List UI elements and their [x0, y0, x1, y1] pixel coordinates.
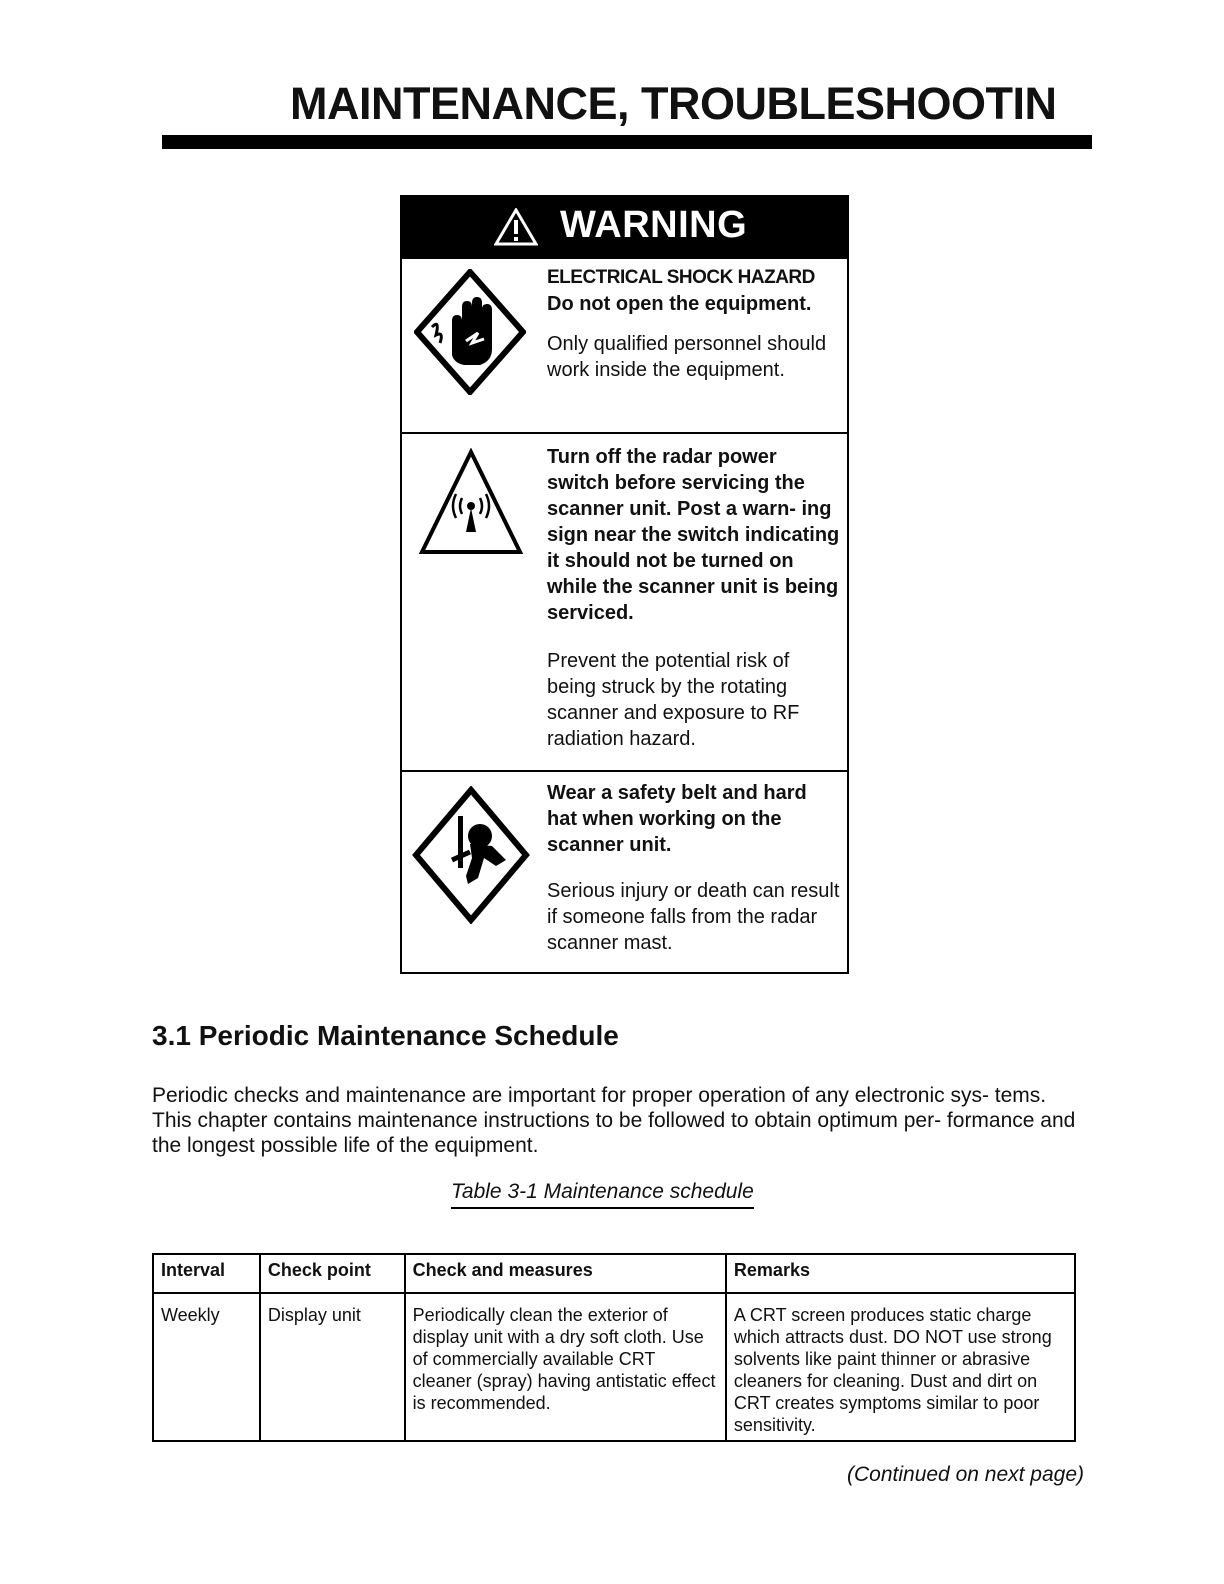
chapter-title: MAINTENANCE, TROUBLESHOOTIN [290, 78, 1057, 129]
radiation-warning-icon [418, 448, 524, 556]
hazard-3-text: Serious injury or death can result if someone falls from the radar scanner mast. [547, 880, 840, 954]
electric-shock-hand-icon [414, 269, 526, 395]
cell-check-point: Display unit [260, 1293, 405, 1441]
header-check-point: Check point [260, 1254, 405, 1293]
hazard-1-text: Only qualified personnel should work inside the equipment. [547, 333, 827, 381]
table-row [153, 1293, 1075, 1441]
section-heading: 3.1 Periodic Maintenance Schedule [152, 1020, 619, 1051]
intro-paragraph: Periodic checks and maintenance are important for proper operation of any electronic sys- tems. This chapter contains maintenance instructions to be followed to obtain optimum per- formance and the longest possible life of the equipment. [152, 1084, 1076, 1157]
header-interval: Interval [153, 1254, 260, 1293]
header-check-measures: Check and measures [405, 1254, 726, 1293]
hazard-fall [402, 770, 847, 974]
hazard-1-bold-text: Do not open the equipment. [547, 293, 812, 315]
hazard-3-bold-text: Wear a safety belt and hard hat when working on the scanner unit. [547, 782, 807, 856]
hazard-2-bold-text: Turn off the radar power switch before servicing the scanner unit. Post a warn- ing sign near the switch indicating it should not be turned on while the scanner unit is being serviced. [547, 446, 840, 624]
title-rule [162, 135, 1092, 149]
table-caption: Table 3-1 Maintenance schedule [451, 1180, 754, 1209]
maintenance-schedule-table [152, 1253, 1076, 1442]
warning-title: WARNING [560, 204, 748, 246]
cell-measures: Periodically clean the exterior of display unit with a dry soft cloth. Use of commercially available CRT cleaner (spray) having antistatic effect is recommended. [405, 1293, 726, 1441]
warning-box [400, 195, 849, 974]
hazard-1-heading: ELECTRICAL SHOCK HAZARD [547, 267, 815, 288]
falling-person-icon [412, 786, 530, 924]
hazard-2-text: Prevent the potential risk of being struck by the rotating scanner and exposure to RF radiation hazard. [547, 650, 800, 750]
warning-header [402, 197, 847, 259]
continued-note: (Continued on next page) [847, 1463, 1084, 1486]
cell-interval: Weekly [153, 1293, 260, 1441]
hazard-radiation [402, 432, 847, 770]
warning-triangle-icon [494, 208, 538, 246]
table-header-row [153, 1254, 1075, 1293]
cell-remarks: A CRT screen produces static charge which attracts dust. DO NOT use strong solvents like paint thinner or abrasive cleaners for cleaning. Dust and dirt on CRT creates symptoms similar to poor sensitivity. [726, 1293, 1075, 1441]
header-remarks: Remarks [726, 1254, 1075, 1293]
